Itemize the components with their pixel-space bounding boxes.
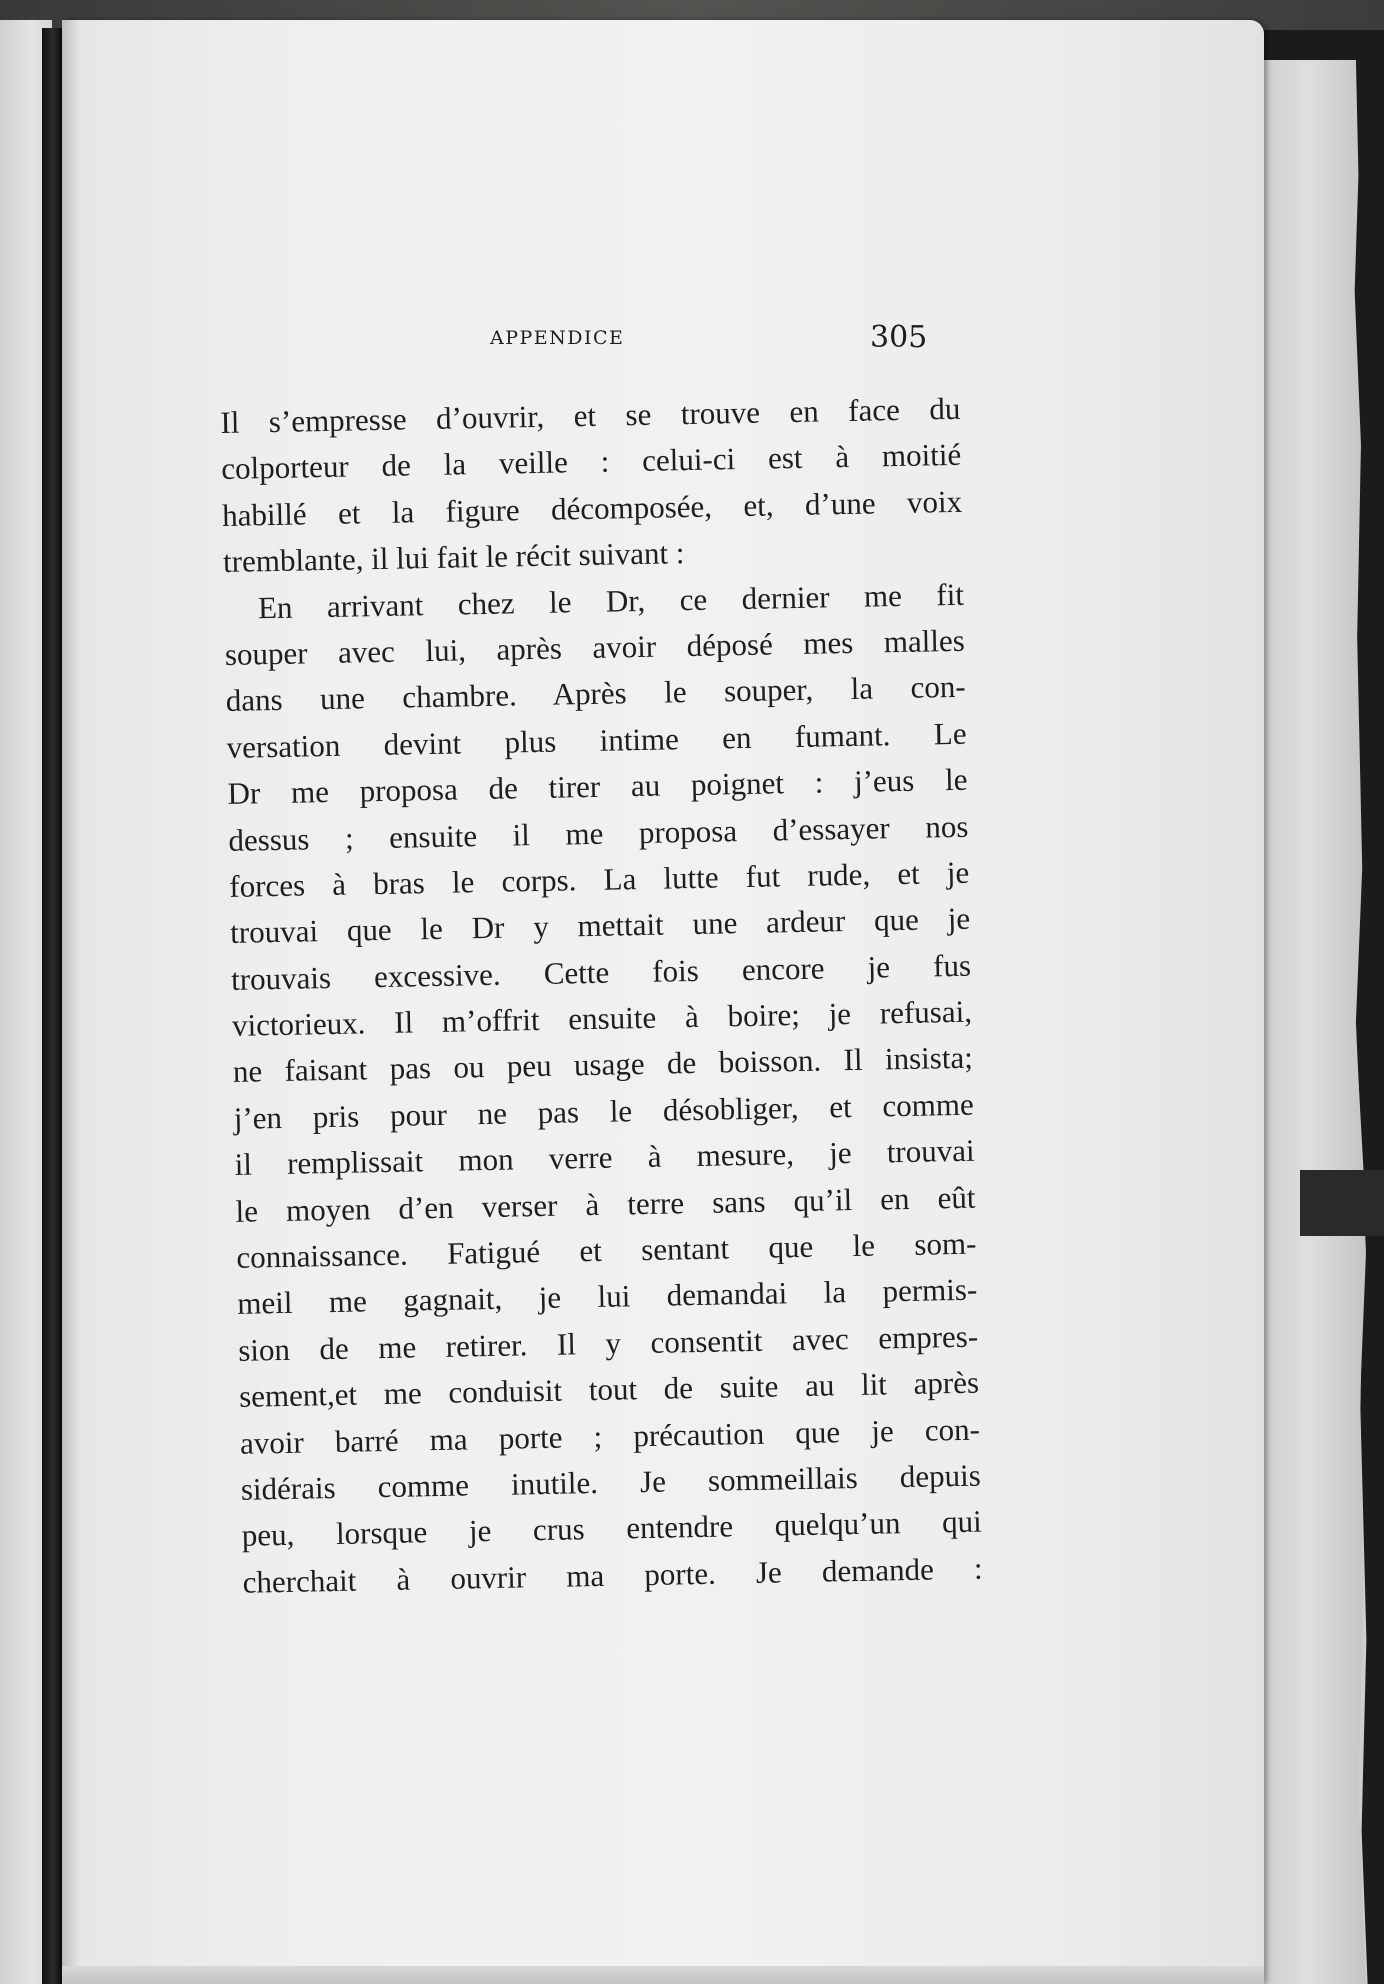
text-line: habillé et la figure décomposée, et, d’une voix (221, 483, 963, 533)
text-line: le moyen d’en verser à terre sans qu’il en eût (235, 1179, 976, 1229)
body-text (220, 386, 983, 1606)
text-line: trouvais excessive. Cette fois encore je fus (230, 947, 972, 997)
text-line: trouvai que le Dr y mettait une ardeur que je (229, 900, 971, 951)
text-line: colporteur de la veille : celui-ci est à moitié (220, 437, 962, 487)
text-line: forces à bras le corps. La lutte fut rude, et je (229, 854, 970, 904)
text-line: ne faisant pas ou peu usage de boisson. Il insista; (232, 1040, 974, 1090)
text-line: En arrivant chez le Dr, ce dernier me fit (257, 576, 965, 625)
text-line: dans une chambre. Après le souper, la con- (225, 669, 966, 719)
text-line: avoir barré ma porte ; précaution que je con- (239, 1411, 981, 1461)
page-bottom-edge (62, 1966, 1264, 1984)
text-line: dessus ; ensuite il me proposa d’essayer nos (228, 808, 969, 858)
text-line: Il s’empresse d’ouvrir, et se trouve en face du (220, 390, 961, 440)
text-line: sion de me retirer. Il y consentit avec empres- (237, 1318, 979, 1368)
running-head: APPENDICE (490, 327, 625, 349)
page-edge-shadow (1300, 1170, 1384, 1236)
text-line: meil me gagnait, je lui demandai la permis- (237, 1272, 978, 1322)
text-line: Dr me proposa de tirer au poignet : j’eus le (227, 761, 968, 812)
text-line: versation devint plus intime en fumant. Le (226, 715, 967, 765)
text-line: il remplissait mon verre à mesure, je trouvai (234, 1132, 975, 1183)
book-gutter (42, 28, 62, 1984)
page-number: 305 (870, 320, 928, 355)
text-line: victorieux. Il m’offrit ensuite à boire; je refusai, (231, 993, 973, 1043)
text-line: tremblante, il lui fait le récit suivant : (222, 535, 685, 580)
gutter-shadow (62, 20, 80, 1984)
text-line: sidérais comme inutile. Je sommeillais depuis (240, 1457, 982, 1507)
text-line: j’en pris pour ne pas le désobliger, et comme (233, 1086, 974, 1136)
text-line: peu, lorsque je crus entendre quelqu’un qui (241, 1503, 983, 1554)
text-line: souper avec lui, après avoir déposé mes malles (224, 622, 966, 672)
text-line: connaissance. Fatigué et sentant que le som- (236, 1225, 977, 1275)
text-line: sement,et me conduisit tout de suite au lit après (238, 1364, 980, 1415)
text-line: cherchait à ouvrir ma porte. Je demande : (242, 1550, 983, 1600)
